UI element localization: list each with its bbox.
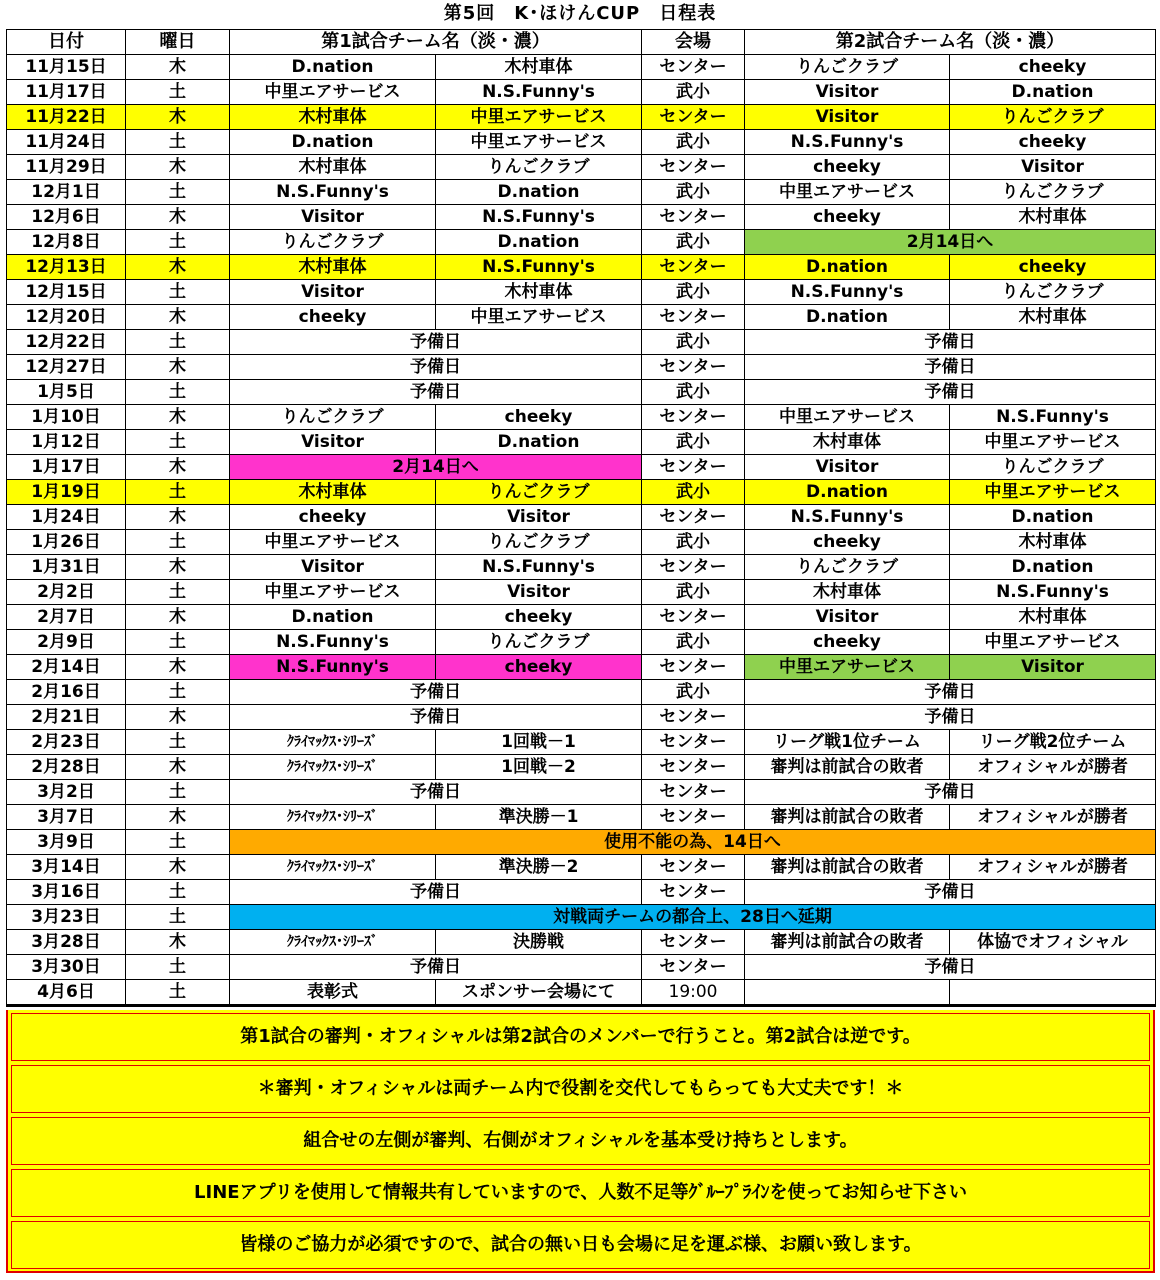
match2-team-dark: D.nation — [950, 505, 1156, 530]
weekday-cell: 木 — [126, 355, 230, 380]
match1-team-dark: N.S.Funny's — [436, 205, 642, 230]
match1-team-dark: スポンサー会場にて — [436, 980, 642, 1006]
match1-team-dark: りんごクラブ — [436, 480, 642, 505]
match1-team-light: D.nation — [230, 130, 436, 155]
table-row — [7, 405, 1156, 430]
table-row — [7, 805, 1156, 830]
match1-team-light: Visitor — [230, 555, 436, 580]
match2-team-dark: 木村車体 — [950, 305, 1156, 330]
match1-team-dark: N.S.Funny's — [436, 555, 642, 580]
match1-team-light: 中里エアサービス — [230, 580, 436, 605]
table-row — [7, 355, 1156, 380]
match2-team-dark: cheeky — [950, 55, 1156, 80]
weekday-cell: 木 — [126, 305, 230, 330]
header-date: 日付 — [7, 30, 126, 55]
match1-team-dark: りんごクラブ — [436, 630, 642, 655]
match1-team-dark: N.S.Funny's — [436, 255, 642, 280]
match2-team-light — [745, 980, 950, 1006]
weekday-cell: 木 — [126, 855, 230, 880]
date-cell: 2月16日 — [7, 680, 126, 705]
match2-cell: 予備日 — [745, 705, 1156, 730]
match1-cell: 2月14日へ — [230, 455, 642, 480]
venue-cell: 武小 — [642, 630, 745, 655]
table-row — [7, 555, 1156, 580]
match2-team-dark: D.nation — [950, 80, 1156, 105]
match1-team-light: cheeky — [230, 505, 436, 530]
venue-cell: 武小 — [642, 430, 745, 455]
match2-team-dark: D.nation — [950, 555, 1156, 580]
match2-team-dark: N.S.Funny's — [950, 405, 1156, 430]
match1-cell: 予備日 — [230, 330, 642, 355]
match2-team-light: Visitor — [745, 605, 950, 630]
table-row — [7, 455, 1156, 480]
notes-box — [6, 1010, 1155, 1273]
match2-team-light: 審判は前試合の敗者 — [745, 805, 950, 830]
match1-cell: 予備日 — [230, 880, 642, 905]
match2-team-dark: りんごクラブ — [950, 180, 1156, 205]
match1-team-light: ｸﾗｲﾏｯｸｽ･ｼﾘｰｽﾞ — [230, 730, 436, 755]
match1-team-light: 表彰式 — [230, 980, 436, 1006]
match2-team-dark: 中里エアサービス — [950, 480, 1156, 505]
match1-team-light: ｸﾗｲﾏｯｸｽ･ｼﾘｰｽﾞ — [230, 805, 436, 830]
venue-cell: センター — [642, 205, 745, 230]
date-cell: 1月17日 — [7, 455, 126, 480]
match1-team-light: りんごクラブ — [230, 230, 436, 255]
date-cell: 1月10日 — [7, 405, 126, 430]
date-cell: 11月17日 — [7, 80, 126, 105]
match1-team-dark: 木村車体 — [436, 280, 642, 305]
date-cell: 1月26日 — [7, 530, 126, 555]
date-cell: 2月2日 — [7, 580, 126, 605]
weekday-cell: 土 — [126, 380, 230, 405]
match2-team-light: cheeky — [745, 205, 950, 230]
table-row — [7, 630, 1156, 655]
date-cell: 3月14日 — [7, 855, 126, 880]
table-row — [7, 205, 1156, 230]
date-cell: 11月24日 — [7, 130, 126, 155]
match1-team-light: 中里エアサービス — [230, 80, 436, 105]
date-cell: 1月12日 — [7, 430, 126, 455]
date-cell: 1月24日 — [7, 505, 126, 530]
header-match2: 第2試合チーム名（淡・濃） — [745, 30, 1156, 55]
venue-cell: センター — [642, 305, 745, 330]
weekday-cell: 土 — [126, 680, 230, 705]
weekday-cell: 木 — [126, 405, 230, 430]
weekday-cell: 木 — [126, 930, 230, 955]
venue-cell: センター — [642, 355, 745, 380]
match1-team-dark: りんごクラブ — [436, 155, 642, 180]
venue-cell: センター — [642, 855, 745, 880]
date-cell: 2月7日 — [7, 605, 126, 630]
match2-cell: 予備日 — [745, 955, 1156, 980]
match2-cell: 2月14日へ — [745, 230, 1156, 255]
weekday-cell: 土 — [126, 430, 230, 455]
date-cell: 3月23日 — [7, 905, 126, 930]
weekday-cell: 土 — [126, 530, 230, 555]
table-row — [7, 680, 1156, 705]
match2-cell: 予備日 — [745, 355, 1156, 380]
match1-team-dark: cheeky — [436, 655, 642, 680]
match2-team-dark: cheeky — [950, 255, 1156, 280]
match1-team-dark: 木村車体 — [436, 55, 642, 80]
table-row — [7, 705, 1156, 730]
match1-team-light: 木村車体 — [230, 105, 436, 130]
match2-team-dark: cheeky — [950, 130, 1156, 155]
match1-team-dark: 1回戦－2 — [436, 755, 642, 780]
venue-cell: 19:00 — [642, 980, 745, 1006]
date-cell: 11月15日 — [7, 55, 126, 80]
date-cell: 12月13日 — [7, 255, 126, 280]
venue-cell: センター — [642, 405, 745, 430]
table-row — [7, 155, 1156, 180]
match1-cell: 予備日 — [230, 955, 642, 980]
venue-cell: センター — [642, 155, 745, 180]
match2-team-light: りんごクラブ — [745, 555, 950, 580]
note-line: 第1試合の審判・オフィシャルは第2試合のメンバーで行うこと。第2試合は逆です。 — [11, 1013, 1150, 1061]
date-cell: 3月30日 — [7, 955, 126, 980]
venue-cell: センター — [642, 730, 745, 755]
match2-team-dark: オフィシャルが勝者 — [950, 805, 1156, 830]
weekday-cell: 木 — [126, 55, 230, 80]
match2-cell: 予備日 — [745, 680, 1156, 705]
header-venue: 会場 — [642, 30, 745, 55]
date-cell: 4月6日 — [7, 980, 126, 1006]
venue-cell: 武小 — [642, 680, 745, 705]
weekday-cell: 土 — [126, 780, 230, 805]
venue-cell: センター — [642, 55, 745, 80]
match1-cell: 予備日 — [230, 705, 642, 730]
match2-team-dark: 中里エアサービス — [950, 630, 1156, 655]
date-cell: 12月8日 — [7, 230, 126, 255]
weekday-cell: 木 — [126, 805, 230, 830]
note-line: 皆様のご協力が必須ですので、試合の無い日も会場に足を運ぶ様、お願い致します。 — [11, 1221, 1150, 1269]
match1-team-light: D.nation — [230, 605, 436, 630]
venue-cell: センター — [642, 555, 745, 580]
match2-team-light: 審判は前試合の敗者 — [745, 755, 950, 780]
venue-cell: センター — [642, 655, 745, 680]
match2-team-light: cheeky — [745, 630, 950, 655]
note-line: ＊審判・オフィシャルは両チーム内で役割を交代してもらっても大丈夫です！＊ — [11, 1065, 1150, 1113]
match1-team-light: Visitor — [230, 280, 436, 305]
match1-cell: 予備日 — [230, 355, 642, 380]
match2-team-light: 審判は前試合の敗者 — [745, 930, 950, 955]
date-cell: 12月1日 — [7, 180, 126, 205]
weekday-cell: 土 — [126, 280, 230, 305]
match1-team-light: Visitor — [230, 205, 436, 230]
table-row — [7, 280, 1156, 305]
match2-team-light: りんごクラブ — [745, 55, 950, 80]
match2-team-dark: 木村車体 — [950, 530, 1156, 555]
note-line: LINEアプリを使用して情報共有していますので、人数不足等ｸﾞﾙｰﾌﾟﾗｲﾝを使ってお知らせ下さい — [11, 1169, 1150, 1217]
match2-team-light: cheeky — [745, 530, 950, 555]
notice-cell: 使用不能の為、14日へ — [230, 830, 1156, 855]
date-cell: 12月6日 — [7, 205, 126, 230]
table-row — [7, 380, 1156, 405]
table-row — [7, 430, 1156, 455]
match2-team-light: N.S.Funny's — [745, 130, 950, 155]
match2-team-dark: りんごクラブ — [950, 280, 1156, 305]
date-cell: 1月19日 — [7, 480, 126, 505]
match2-team-dark: 体協でオフィシャル — [950, 930, 1156, 955]
table-row — [7, 480, 1156, 505]
match1-team-dark: 中里エアサービス — [436, 105, 642, 130]
match2-team-light: N.S.Funny's — [745, 505, 950, 530]
match1-team-light: 木村車体 — [230, 480, 436, 505]
match2-team-light: cheeky — [745, 155, 950, 180]
venue-cell: 武小 — [642, 480, 745, 505]
weekday-cell: 木 — [126, 555, 230, 580]
venue-cell: センター — [642, 880, 745, 905]
match1-team-dark: 準決勝－2 — [436, 855, 642, 880]
venue-cell: センター — [642, 930, 745, 955]
match1-team-light: D.nation — [230, 55, 436, 80]
match2-team-light: Visitor — [745, 105, 950, 130]
match1-team-light: Visitor — [230, 430, 436, 455]
match2-team-light: 中里エアサービス — [745, 655, 950, 680]
date-cell: 12月15日 — [7, 280, 126, 305]
date-cell: 11月29日 — [7, 155, 126, 180]
match1-team-light: N.S.Funny's — [230, 180, 436, 205]
match1-team-dark: cheeky — [436, 405, 642, 430]
match2-cell: 予備日 — [745, 780, 1156, 805]
venue-cell: 武小 — [642, 530, 745, 555]
weekday-cell: 木 — [126, 205, 230, 230]
match2-team-light: 木村車体 — [745, 580, 950, 605]
note-line: 組合せの左側が審判、右側がオフィシャルを基本受け持ちとします。 — [11, 1117, 1150, 1165]
match1-team-dark: 1回戦－1 — [436, 730, 642, 755]
match2-team-dark: 木村車体 — [950, 205, 1156, 230]
weekday-cell: 木 — [126, 155, 230, 180]
match1-team-dark: D.nation — [436, 430, 642, 455]
match2-team-dark: 中里エアサービス — [950, 430, 1156, 455]
match2-team-light: 木村車体 — [745, 430, 950, 455]
venue-cell: センター — [642, 455, 745, 480]
match1-team-dark: 決勝戦 — [436, 930, 642, 955]
match1-cell: 予備日 — [230, 380, 642, 405]
date-cell: 2月21日 — [7, 705, 126, 730]
weekday-cell: 土 — [126, 830, 230, 855]
table-row — [7, 605, 1156, 630]
venue-cell: センター — [642, 605, 745, 630]
date-cell: 2月9日 — [7, 630, 126, 655]
date-cell: 1月5日 — [7, 380, 126, 405]
date-cell: 2月28日 — [7, 755, 126, 780]
match1-team-light: N.S.Funny's — [230, 630, 436, 655]
table-row — [7, 130, 1156, 155]
notice-cell: 対戦両チームの都合上、28日へ延期 — [230, 905, 1156, 930]
match1-team-dark: 中里エアサービス — [436, 305, 642, 330]
venue-cell: 武小 — [642, 180, 745, 205]
weekday-cell: 木 — [126, 455, 230, 480]
table-row — [7, 255, 1156, 280]
weekday-cell: 木 — [126, 755, 230, 780]
match1-team-light: N.S.Funny's — [230, 655, 436, 680]
weekday-cell: 木 — [126, 255, 230, 280]
header-match1: 第1試合チーム名（淡・濃） — [230, 30, 642, 55]
venue-cell: 武小 — [642, 130, 745, 155]
match1-team-dark: D.nation — [436, 180, 642, 205]
schedule-table — [6, 29, 1156, 1007]
weekday-cell: 土 — [126, 230, 230, 255]
table-header-row — [7, 30, 1156, 55]
match1-team-dark: Visitor — [436, 505, 642, 530]
match2-team-light: Visitor — [745, 455, 950, 480]
weekday-cell: 土 — [126, 630, 230, 655]
table-row — [7, 755, 1156, 780]
date-cell: 3月7日 — [7, 805, 126, 830]
match2-team-light: D.nation — [745, 480, 950, 505]
table-row — [7, 180, 1156, 205]
date-cell: 11月22日 — [7, 105, 126, 130]
table-row — [7, 80, 1156, 105]
match2-team-dark: りんごクラブ — [950, 105, 1156, 130]
table-row — [7, 955, 1156, 980]
venue-cell: センター — [642, 755, 745, 780]
match1-team-light: ｸﾗｲﾏｯｸｽ･ｼﾘｰｽﾞ — [230, 755, 436, 780]
venue-cell: センター — [642, 955, 745, 980]
weekday-cell: 土 — [126, 180, 230, 205]
match1-team-dark: D.nation — [436, 230, 642, 255]
weekday-cell: 土 — [126, 130, 230, 155]
match1-team-dark: りんごクラブ — [436, 530, 642, 555]
match2-team-light: Visitor — [745, 80, 950, 105]
venue-cell: 武小 — [642, 230, 745, 255]
match1-team-light: 木村車体 — [230, 255, 436, 280]
weekday-cell: 木 — [126, 105, 230, 130]
date-cell: 1月31日 — [7, 555, 126, 580]
table-row — [7, 855, 1156, 880]
match1-cell: 予備日 — [230, 680, 642, 705]
table-row — [7, 655, 1156, 680]
table-row — [7, 905, 1156, 930]
weekday-cell: 土 — [126, 480, 230, 505]
venue-cell: センター — [642, 705, 745, 730]
table-row — [7, 105, 1156, 130]
venue-cell: センター — [642, 805, 745, 830]
match2-team-dark: オフィシャルが勝者 — [950, 755, 1156, 780]
match2-cell: 予備日 — [745, 880, 1156, 905]
date-cell: 3月9日 — [7, 830, 126, 855]
match1-team-light: ｸﾗｲﾏｯｸｽ･ｼﾘｰｽﾞ — [230, 930, 436, 955]
weekday-cell: 土 — [126, 955, 230, 980]
weekday-cell: 木 — [126, 705, 230, 730]
match2-team-dark: Visitor — [950, 655, 1156, 680]
match1-team-dark: 準決勝－1 — [436, 805, 642, 830]
weekday-cell: 土 — [126, 580, 230, 605]
match2-team-dark: 木村車体 — [950, 605, 1156, 630]
match1-team-light: 中里エアサービス — [230, 530, 436, 555]
weekday-cell: 土 — [126, 80, 230, 105]
table-row — [7, 530, 1156, 555]
match1-team-dark: Visitor — [436, 580, 642, 605]
table-row — [7, 980, 1156, 1006]
table-row — [7, 580, 1156, 605]
date-cell: 3月16日 — [7, 880, 126, 905]
date-cell: 3月28日 — [7, 930, 126, 955]
weekday-cell: 木 — [126, 505, 230, 530]
match1-team-dark: N.S.Funny's — [436, 80, 642, 105]
match1-team-light: ｸﾗｲﾏｯｸｽ･ｼﾘｰｽﾞ — [230, 855, 436, 880]
table-row — [7, 305, 1156, 330]
weekday-cell: 木 — [126, 605, 230, 630]
page-title: 第5回 K･ほけんCUP 日程表 — [443, 3, 717, 24]
table-row — [7, 830, 1156, 855]
venue-cell: センター — [642, 255, 745, 280]
weekday-cell: 土 — [126, 880, 230, 905]
match1-team-light: りんごクラブ — [230, 405, 436, 430]
match2-team-dark: りんごクラブ — [950, 455, 1156, 480]
venue-cell: 武小 — [642, 380, 745, 405]
match1-team-light: cheeky — [230, 305, 436, 330]
match2-team-dark: オフィシャルが勝者 — [950, 855, 1156, 880]
table-row — [7, 330, 1156, 355]
match2-team-light: 審判は前試合の敗者 — [745, 855, 950, 880]
table-row — [7, 780, 1156, 805]
weekday-cell: 土 — [126, 330, 230, 355]
match1-cell: 予備日 — [230, 780, 642, 805]
venue-cell: センター — [642, 505, 745, 530]
date-cell: 3月2日 — [7, 780, 126, 805]
match1-team-light: 木村車体 — [230, 155, 436, 180]
date-cell: 12月20日 — [7, 305, 126, 330]
match2-team-dark: リーグ戦2位チーム — [950, 730, 1156, 755]
match2-team-dark: N.S.Funny's — [950, 580, 1156, 605]
match2-team-light: 中里エアサービス — [745, 180, 950, 205]
venue-cell: センター — [642, 105, 745, 130]
venue-cell: 武小 — [642, 80, 745, 105]
match1-team-dark: 中里エアサービス — [436, 130, 642, 155]
weekday-cell: 土 — [126, 905, 230, 930]
weekday-cell: 土 — [126, 980, 230, 1006]
venue-cell: 武小 — [642, 330, 745, 355]
date-cell: 2月14日 — [7, 655, 126, 680]
match2-team-light: 中里エアサービス — [745, 405, 950, 430]
match2-team-light: D.nation — [745, 305, 950, 330]
venue-cell: 武小 — [642, 280, 745, 305]
match2-team-dark — [950, 980, 1156, 1006]
table-row — [7, 505, 1156, 530]
table-row — [7, 880, 1156, 905]
venue-cell: 武小 — [642, 580, 745, 605]
table-row — [7, 230, 1156, 255]
match2-cell: 予備日 — [745, 330, 1156, 355]
match2-team-light: D.nation — [745, 255, 950, 280]
date-cell: 2月23日 — [7, 730, 126, 755]
match2-team-dark: Visitor — [950, 155, 1156, 180]
table-row — [7, 730, 1156, 755]
match2-team-light: N.S.Funny's — [745, 280, 950, 305]
venue-cell: センター — [642, 780, 745, 805]
date-cell: 12月22日 — [7, 330, 126, 355]
weekday-cell: 土 — [126, 730, 230, 755]
match2-team-light: リーグ戦1位チーム — [745, 730, 950, 755]
date-cell: 12月27日 — [7, 355, 126, 380]
match2-cell: 予備日 — [745, 380, 1156, 405]
table-row — [7, 930, 1156, 955]
table-row — [7, 55, 1156, 80]
header-weekday: 曜日 — [126, 30, 230, 55]
weekday-cell: 木 — [126, 655, 230, 680]
match1-team-dark: cheeky — [436, 605, 642, 630]
